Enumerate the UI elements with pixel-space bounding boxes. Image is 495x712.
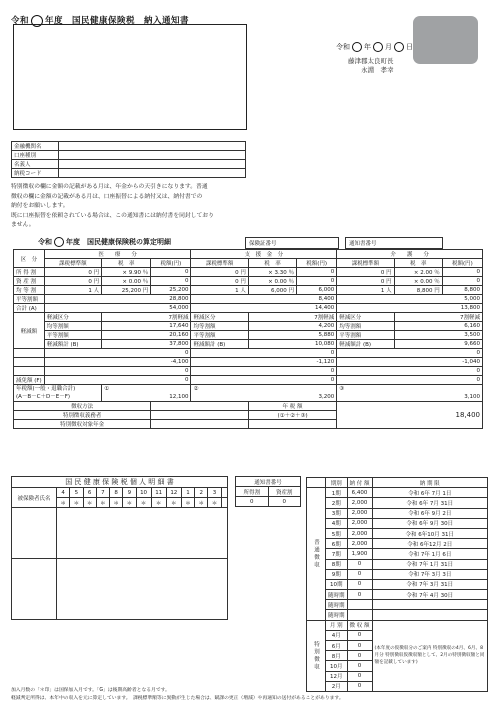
cell bbox=[151, 411, 249, 420]
cell: 令和 6年 7月 1日 bbox=[372, 488, 487, 498]
cell: 令和 7年 4月 30日 bbox=[372, 590, 487, 600]
cell: 4,200 bbox=[248, 322, 336, 331]
cell bbox=[191, 385, 337, 402]
cell: 0 bbox=[191, 367, 337, 376]
sub-header: 税額(円) bbox=[442, 259, 482, 268]
bank-info-table bbox=[11, 141, 246, 178]
table-row bbox=[307, 600, 488, 610]
col-header: 納 付 額 bbox=[347, 478, 372, 488]
cell: 0 円 bbox=[191, 277, 248, 286]
cell: -1,040 bbox=[337, 358, 483, 367]
month-header: 4 bbox=[57, 488, 70, 498]
bank-value bbox=[59, 151, 246, 160]
cell: 6,000 bbox=[297, 286, 337, 295]
cell: 10期 bbox=[326, 579, 348, 589]
month-header: 6 bbox=[83, 488, 96, 498]
cell: 2,000 bbox=[347, 498, 372, 508]
cell: 13,800 bbox=[337, 304, 483, 313]
cell: 0 bbox=[347, 559, 372, 569]
table-row bbox=[14, 358, 483, 367]
personal-tax-table bbox=[235, 476, 301, 507]
cell: 平等割額 bbox=[44, 331, 101, 340]
cell: 軽減区分 bbox=[191, 313, 248, 322]
table-row bbox=[307, 559, 488, 569]
income-value: 0 bbox=[236, 497, 269, 507]
cell: 54,000 bbox=[44, 304, 191, 313]
cell: 3期 bbox=[326, 508, 348, 518]
row-label: 特別徴収義務者 bbox=[14, 411, 151, 420]
notice-line: 既に口座振替を依頼されている場合は、この通知書には納付書を同封しており bbox=[11, 212, 214, 219]
month-header: 12 bbox=[166, 488, 181, 498]
name-label: 被保険者氏名 bbox=[12, 488, 57, 508]
cell: 2月 bbox=[326, 681, 348, 691]
cell: 10月 bbox=[326, 661, 348, 671]
cell: 均等割額 bbox=[337, 322, 394, 331]
table-row bbox=[307, 610, 488, 620]
calc-table bbox=[13, 249, 483, 429]
cell: 28,800 bbox=[44, 295, 191, 304]
mayor-name: 永淵 孝幸 bbox=[361, 66, 394, 74]
cell: 0 bbox=[347, 661, 372, 671]
table-row bbox=[307, 579, 488, 589]
cell: 1 人 bbox=[337, 286, 394, 295]
cell: 1 人 bbox=[191, 286, 248, 295]
cell: 0 bbox=[347, 579, 372, 589]
month-header: 9 bbox=[123, 488, 136, 498]
cell: 2期 bbox=[326, 498, 348, 508]
cell: 令和 7年 1月 6日 bbox=[372, 549, 487, 559]
cell: 令和 6年 7月 31日 bbox=[372, 498, 487, 508]
row-label: 資 産 割 bbox=[14, 277, 45, 286]
cell: 8期 bbox=[326, 559, 348, 569]
cell: 3,500 bbox=[394, 331, 482, 340]
cell: 軽減額計 (B) bbox=[44, 340, 101, 349]
cell: 0 bbox=[44, 367, 191, 376]
cell: 令和 7年 1月 31日 bbox=[372, 559, 487, 569]
sub-header: 税 率 bbox=[394, 259, 442, 268]
bank-label: 金融機関名 bbox=[12, 142, 59, 151]
cell: 7割軽減 bbox=[102, 313, 191, 322]
cell: 6,160 bbox=[394, 322, 482, 331]
cell: 令和 6年12月 2日 bbox=[372, 539, 487, 549]
cell: 0 bbox=[151, 277, 191, 286]
table-row bbox=[14, 367, 483, 376]
col-header: 納 期 限 bbox=[372, 478, 487, 488]
notice-line: 特別徴収の欄に金額の記載がある月は、年金からの天引きになります。普通 bbox=[11, 184, 208, 190]
sub-header: 課税標準額 bbox=[44, 259, 101, 268]
cell: 均等割額 bbox=[191, 322, 248, 331]
cell: 0 bbox=[442, 268, 482, 277]
insured-name bbox=[12, 508, 57, 559]
table-row bbox=[14, 322, 483, 331]
cell: 随時期 bbox=[326, 590, 348, 600]
cell: × 0.00 ％ bbox=[394, 277, 442, 286]
futsu-label: 普通徴収 bbox=[307, 488, 326, 620]
cell: 0 bbox=[337, 349, 483, 358]
bank-label: 口座種別 bbox=[12, 151, 59, 160]
notice-line: ません。 bbox=[11, 222, 35, 228]
cell bbox=[372, 610, 487, 620]
footer-line: 軽減判定所得は、本年中の収入を元に算定しています。 課税標準額等に異動が生じた場合は、賦課の更正（増減）や再通知の送付があることがあります。 bbox=[11, 696, 344, 701]
cell bbox=[337, 385, 483, 402]
circle-number: ① bbox=[104, 386, 110, 392]
row-label: 所 得 割 bbox=[14, 268, 45, 277]
cell-value: 12,100 bbox=[169, 394, 189, 400]
notice-title: 令和 年度 国民健康保険税 納入通知書 bbox=[11, 16, 190, 26]
row-label bbox=[14, 349, 45, 358]
cell: 8月 bbox=[326, 651, 348, 661]
group-header: 介 護 分 bbox=[337, 250, 483, 259]
table-row bbox=[14, 402, 483, 411]
table-row bbox=[307, 549, 488, 559]
asset-label: 資産割 bbox=[268, 487, 301, 497]
seal-stamp bbox=[413, 16, 478, 64]
calc-title: 令和 年度 国民健康保険税の算定明細 bbox=[38, 238, 171, 246]
cell: 均等割額 bbox=[44, 322, 101, 331]
blank-circle-icon bbox=[373, 42, 383, 52]
sub-header: 課税標準額 bbox=[191, 259, 248, 268]
cell: 20,160 bbox=[102, 331, 191, 340]
col-label: 区 分 bbox=[14, 250, 45, 268]
notice-line: 納付をお願いします。 bbox=[11, 203, 69, 209]
month-header: 10 bbox=[136, 488, 151, 498]
row-label bbox=[14, 367, 45, 376]
address-box bbox=[13, 24, 247, 130]
toku-note: (本年度の仮徴収分のご案内 特別徴収の4月、6月、8月分 特別徴収仮徴収額として、2月の特別徴収額と同額を記載しています) bbox=[372, 620, 487, 691]
cell: 37,800 bbox=[102, 340, 191, 349]
cell: 5,000 bbox=[337, 295, 483, 304]
table-row bbox=[307, 518, 488, 528]
cell: 0 円 bbox=[191, 268, 248, 277]
cell: 6,400 bbox=[347, 488, 372, 498]
cell: 平等割額 bbox=[191, 331, 248, 340]
cell: 軽減区分 bbox=[337, 313, 394, 322]
cell: 4月 bbox=[326, 630, 348, 640]
personal-title: 国 民 健 康 保 険 税 個 人 明 細 書 bbox=[12, 477, 228, 488]
blank-circle-icon bbox=[352, 42, 362, 52]
sub-header: 税額(円) bbox=[297, 259, 337, 268]
notice-line: 徴収の欄に金額の記載がある月は、口座振替による納付又は、納付書での bbox=[11, 193, 203, 200]
cell: 令和 6年 9月 2日 bbox=[372, 508, 487, 518]
town-name: 藤津郡太良町長 bbox=[348, 57, 394, 65]
cell: × 0.00 ％ bbox=[102, 277, 151, 286]
month-header: 11 bbox=[151, 488, 166, 498]
table-row bbox=[14, 268, 483, 277]
annual-label: 年 税 額 bbox=[248, 402, 336, 411]
group-header: 支 援 金 分 bbox=[191, 250, 337, 259]
cell: 0 bbox=[347, 590, 372, 600]
row-label: 平等割額 bbox=[14, 295, 45, 304]
cell: × 3.30 ％ bbox=[248, 268, 296, 277]
month-header: 7 bbox=[96, 488, 109, 498]
cell: 17,640 bbox=[102, 322, 191, 331]
cell: 1期 bbox=[326, 488, 348, 498]
cell: 8,800 円 bbox=[394, 286, 442, 295]
sub-header: 税 率 bbox=[248, 259, 296, 268]
income-label: 所得割 bbox=[236, 487, 269, 497]
row-label: 徴収方法 bbox=[14, 402, 151, 411]
cell: 軽減額計 (B) bbox=[191, 340, 248, 349]
table-row bbox=[14, 376, 483, 385]
cell: -1,120 bbox=[191, 358, 337, 367]
bank-value bbox=[59, 142, 246, 151]
notice-number-label: 通知書番号 bbox=[345, 237, 443, 249]
blank-circle-icon bbox=[54, 237, 64, 247]
cell-value: 3,100 bbox=[464, 394, 480, 400]
footer-line: 加入月数の「＊印」は国保加入月です。「G」は後期高齢者となる月です。 bbox=[11, 688, 170, 693]
cell: 6,000 円 bbox=[248, 286, 296, 295]
table-row bbox=[307, 528, 488, 538]
cell: 随時期 bbox=[326, 610, 348, 620]
annual-formula: (①＋②＋③) bbox=[248, 411, 336, 420]
cell bbox=[248, 420, 336, 429]
cell: 0 bbox=[347, 641, 372, 651]
group-header: 医 療 分 bbox=[44, 250, 191, 259]
cell: 0 bbox=[297, 268, 337, 277]
cell: 0 bbox=[44, 376, 191, 385]
month-header: 3 bbox=[208, 488, 221, 498]
toku-label: 特別徴収 bbox=[307, 620, 326, 691]
cell bbox=[102, 385, 191, 402]
cell: 5期 bbox=[326, 528, 348, 538]
cell: 軽減額計 (B) bbox=[337, 340, 394, 349]
cell: 0 bbox=[151, 268, 191, 277]
circle-number: ③ bbox=[339, 386, 345, 392]
insurance-number-label: 保険証番号 bbox=[245, 237, 339, 249]
month-header: 1 bbox=[181, 488, 194, 498]
cell: 25,200 bbox=[151, 286, 191, 295]
issue-date: 令和 年 月 日 bbox=[336, 43, 413, 51]
cell: 2,000 bbox=[347, 518, 372, 528]
cell: 8,800 bbox=[442, 286, 482, 295]
row-label: 合計 (A) bbox=[14, 304, 45, 313]
row-label: 減免額 (F) bbox=[14, 376, 45, 385]
cell: 1,900 bbox=[347, 549, 372, 559]
cell: 9期 bbox=[326, 569, 348, 579]
cell: 0 bbox=[347, 651, 372, 661]
table-row bbox=[14, 340, 483, 349]
month-header: 8 bbox=[110, 488, 123, 498]
cell: 0 円 bbox=[44, 277, 101, 286]
cell: 12月 bbox=[326, 671, 348, 681]
row-label: 特別徴収対象年金 bbox=[14, 420, 151, 429]
cell: 0 円 bbox=[44, 268, 101, 277]
cell bbox=[221, 488, 227, 498]
nenzei-label bbox=[14, 385, 102, 402]
cell: 14,400 bbox=[191, 304, 337, 313]
cell: 2,000 bbox=[347, 508, 372, 518]
month-header: 5 bbox=[70, 488, 83, 498]
cell: 0 bbox=[297, 277, 337, 286]
nenzei-formula: (A－B－C＋D－E－F) bbox=[16, 394, 71, 400]
table-row bbox=[307, 539, 488, 549]
cell: 0 円 bbox=[337, 277, 394, 286]
bank-value bbox=[59, 169, 246, 178]
col-header: 期別 bbox=[326, 478, 348, 488]
cell: 0 bbox=[347, 671, 372, 681]
table-row bbox=[307, 569, 488, 579]
table-row bbox=[14, 277, 483, 286]
cell: 令和 6年 9月 30日 bbox=[372, 518, 487, 528]
col-header: 月 別 bbox=[326, 620, 348, 630]
annual-total: 18,400 bbox=[337, 402, 483, 429]
circle-number: ② bbox=[193, 386, 199, 392]
payment-schedule-table bbox=[306, 477, 488, 692]
row-label bbox=[14, 358, 45, 367]
cell: 7割軽減 bbox=[248, 313, 336, 322]
cell: 10,080 bbox=[248, 340, 336, 349]
table-row bbox=[14, 331, 483, 340]
cell: 4期 bbox=[326, 518, 348, 528]
cell: 7割軽減 bbox=[394, 313, 482, 322]
bank-label: 名義人 bbox=[12, 160, 59, 169]
cell: 0 bbox=[337, 376, 483, 385]
cell: × 2.00 ％ bbox=[394, 268, 442, 277]
table-row bbox=[14, 286, 483, 295]
cell: 1 人 bbox=[44, 286, 101, 295]
cell: 0 bbox=[347, 681, 372, 691]
nenzei-text: 年税額(一般・退職合計) bbox=[16, 386, 76, 392]
cell: 0 bbox=[347, 630, 372, 640]
personal-detail-table: 国 民 健 康 保 険 税 個 人 明 細 書 被保険者氏名 4 5 6 7 8 9 10 11 12 1 2 3 ＊ ＊ ＊ ＊ ＊ ＊ ＊ ＊ ＊ ＊ ＊ ＊ bbox=[11, 476, 228, 620]
footer-notes bbox=[11, 687, 491, 703]
cell: 9,660 bbox=[394, 340, 482, 349]
table-row bbox=[14, 313, 483, 322]
cell: 2,000 bbox=[347, 528, 372, 538]
notice-text bbox=[11, 183, 251, 231]
cell: 0 bbox=[442, 277, 482, 286]
table-row bbox=[307, 508, 488, 518]
cell: 平等割額 bbox=[337, 331, 394, 340]
cell bbox=[347, 610, 372, 620]
table-row bbox=[14, 295, 483, 304]
cell bbox=[372, 600, 487, 610]
blank-circle-icon bbox=[394, 42, 404, 52]
row-label: 均 等 割 bbox=[14, 286, 45, 295]
cell: 軽減区分 bbox=[44, 313, 101, 322]
cell: 7期 bbox=[326, 549, 348, 559]
cell: 0 bbox=[191, 376, 337, 385]
table-row bbox=[14, 349, 483, 358]
cell: 0 bbox=[44, 349, 191, 358]
cell: 5,880 bbox=[248, 331, 336, 340]
asset-value: 0 bbox=[268, 497, 301, 507]
cell bbox=[151, 420, 249, 429]
cell: 令和 7年 3月 3日 bbox=[372, 569, 487, 579]
cell: 2,000 bbox=[347, 539, 372, 549]
cell-value: 3,200 bbox=[318, 394, 335, 400]
cell: 0 円 bbox=[337, 268, 394, 277]
cell: × 0.00 ％ bbox=[248, 277, 296, 286]
cell: 令和 7年 3月 31日 bbox=[372, 579, 487, 589]
sub-header: 課税標準額 bbox=[337, 259, 394, 268]
sub-header: 税額(円) bbox=[151, 259, 191, 268]
table-row bbox=[307, 590, 488, 600]
cell bbox=[151, 402, 249, 411]
bank-label: 納税コード bbox=[12, 169, 59, 178]
cell: -4,100 bbox=[44, 358, 191, 367]
cell: 6月 bbox=[326, 641, 348, 651]
cell: 随時期 bbox=[326, 600, 348, 610]
table-row bbox=[307, 488, 488, 498]
cell: 令和 6年10月 31日 bbox=[372, 528, 487, 538]
table-row bbox=[14, 385, 483, 402]
cell: × 9.90 ％ bbox=[102, 268, 151, 277]
cell: 0 bbox=[337, 367, 483, 376]
col-header: 徴 収 額 bbox=[347, 620, 372, 630]
cell: 25,200 円 bbox=[102, 286, 151, 295]
cell: 8,400 bbox=[191, 295, 337, 304]
cell: 0 bbox=[347, 569, 372, 579]
sub-header: 税 率 bbox=[102, 259, 151, 268]
cell: 0 bbox=[191, 349, 337, 358]
issuer bbox=[348, 57, 394, 75]
month-header: 2 bbox=[195, 488, 208, 498]
table-row bbox=[14, 304, 483, 313]
row-label: 軽減額 bbox=[14, 313, 45, 349]
notice-label: 通知書番号 bbox=[236, 477, 301, 487]
bank-value bbox=[59, 160, 246, 169]
cell: 6期 bbox=[326, 539, 348, 549]
table-row bbox=[307, 498, 488, 508]
cell bbox=[347, 600, 372, 610]
